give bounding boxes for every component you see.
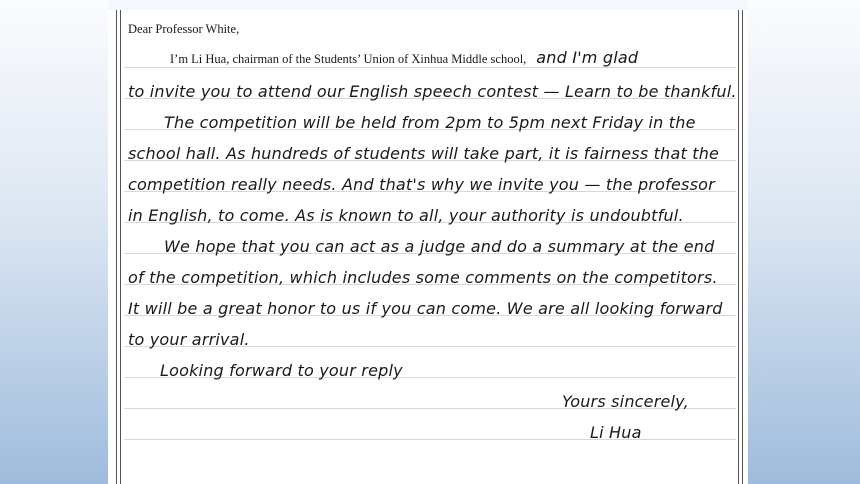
letter-sheet bbox=[108, 10, 748, 484]
letter-line: school hall. As hundreds of students will take part, it is fairness that the bbox=[128, 144, 720, 163]
closing: Yours sincerely, bbox=[562, 392, 689, 411]
first-line bbox=[170, 48, 638, 68]
letter-line: of the competition, which includes some comments on the competitors. bbox=[128, 268, 718, 287]
signature: Li Hua bbox=[590, 423, 642, 442]
letter-line: to your arrival. bbox=[128, 330, 250, 349]
background-right-panel bbox=[748, 0, 860, 484]
salutation: Dear Professor White, bbox=[128, 22, 240, 36]
sheet-left-border-inner bbox=[120, 10, 121, 484]
first-line-handwritten: and I'm glad bbox=[536, 48, 639, 67]
first-line-typed: I’m Li Hua, chairman of the Students’ Union of Xinhua Middle school, bbox=[170, 52, 527, 66]
ruled-line bbox=[124, 439, 736, 440]
letter-line: The competition will be held from 2pm to 5pm next Friday in the bbox=[164, 113, 696, 132]
letter-line: to invite you to attend our English speech contest — Learn to be thankful. bbox=[128, 82, 737, 101]
sheet-right-border-inner bbox=[738, 10, 739, 484]
letter-line: It will be a great honor to us if you can come. We are all looking forward bbox=[128, 299, 723, 318]
background-left-panel bbox=[0, 0, 108, 484]
letter-line: in English, to come. As is known to all, your authority is undoubtful. bbox=[128, 206, 684, 225]
sheet-left-border bbox=[116, 10, 117, 484]
letter-line: Looking forward to your reply bbox=[160, 361, 403, 380]
sheet-right-border bbox=[742, 10, 743, 484]
letter-line: competition really needs. And that's why we invite you — the professor bbox=[128, 175, 715, 194]
letter-line: We hope that you can act as a judge and do a summary at the end bbox=[164, 237, 715, 256]
